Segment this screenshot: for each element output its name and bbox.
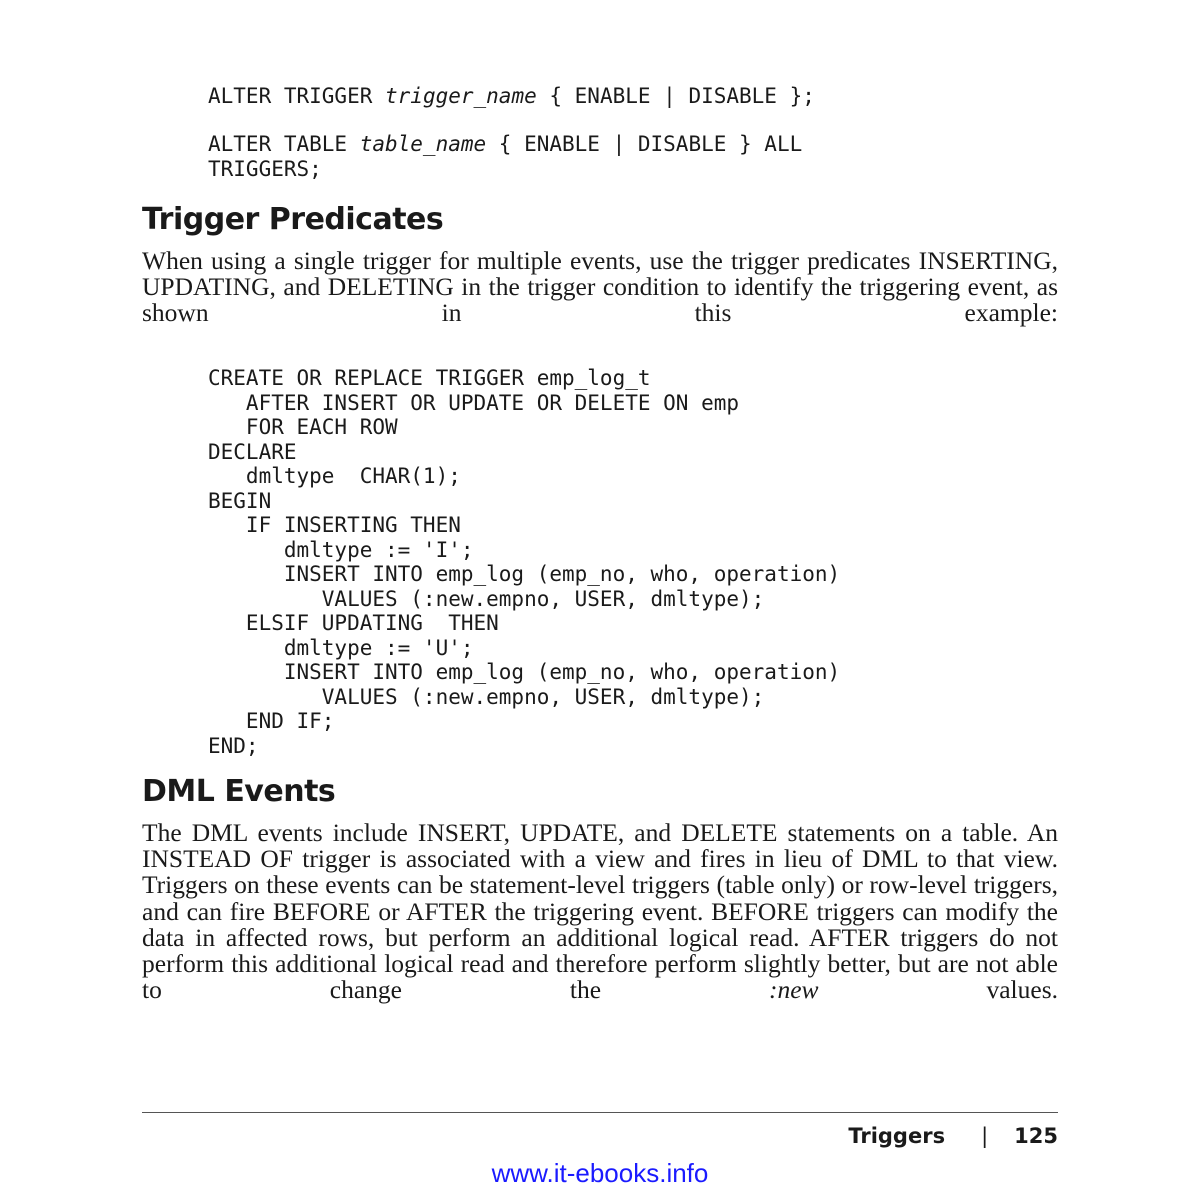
page-footer — [848, 1124, 1058, 1148]
paragraph-text: The DML events include INSERT, UPDATE, and DELETE statements on a table. An INSTEAD OF trigger is associated with a view and fires in lieu of DML to that view. Triggers on these events can be statement-level triggers (table only) or row-level triggers, and can fire BEFORE or AFTER the triggering event. BEFORE triggers can modify the data in affected rows, but perform an additional logical read. AFTER triggers do not perform this additional logical read and therefore perform slightly better, but are not able to change the — [142, 818, 1058, 1005]
code-text: { ENABLE | DISABLE } ALL — [486, 132, 803, 156]
watermark-link[interactable]: www.it-ebooks.info — [491, 1158, 709, 1188]
code-text: ALTER TRIGGER — [208, 84, 386, 108]
alter-trigger-syntax — [208, 84, 815, 109]
code-example-block: CREATE OR REPLACE TRIGGER emp_log_t AFTER INSERT OR UPDATE OR DELETE ON emp FOR EACH ROW DECLARE dmltype CHAR(1); BEGIN IF INSERTING THEN dmltype := 'I'; INSERT INTO emp_log (emp_no, who, operation) VALUES (:new.empno, USER, dmltype); ELSIF UPDATING THEN dmltype := 'U'; INSERT INTO emp_log (emp_no, who, operation) VALUES (:new.empno, USER, dmltype); END IF; END; — [208, 366, 841, 758]
dml-events-paragraph — [142, 820, 1058, 1003]
code-text: ALTER TABLE — [208, 132, 360, 156]
page-number: 125 — [1014, 1124, 1058, 1148]
code-text: TRIGGERS; — [208, 156, 322, 181]
footer-section-label: Triggers — [848, 1124, 946, 1148]
section-heading-dml-events: DML Events — [142, 774, 336, 809]
paragraph-text: When using a single trigger for multiple events, use the trigger predicates INSERTING, UPDATING, and DELETING in the trigger condition to identify the triggering event, as shown in this example: — [142, 246, 1058, 328]
paragraph-italic-term: :new — [768, 975, 819, 1005]
alter-table-syntax — [208, 132, 802, 181]
code-placeholder: table_name — [359, 132, 487, 156]
footer-divider — [142, 1112, 1058, 1113]
footer-separator: | — [981, 1124, 989, 1148]
paragraph-text: values. — [818, 975, 1058, 1005]
code-placeholder: trigger_name — [385, 84, 537, 108]
section-heading-trigger-predicates: Trigger Predicates — [142, 202, 444, 237]
code-text: { ENABLE | DISABLE }; — [536, 84, 815, 108]
trigger-predicates-paragraph — [142, 248, 1058, 327]
